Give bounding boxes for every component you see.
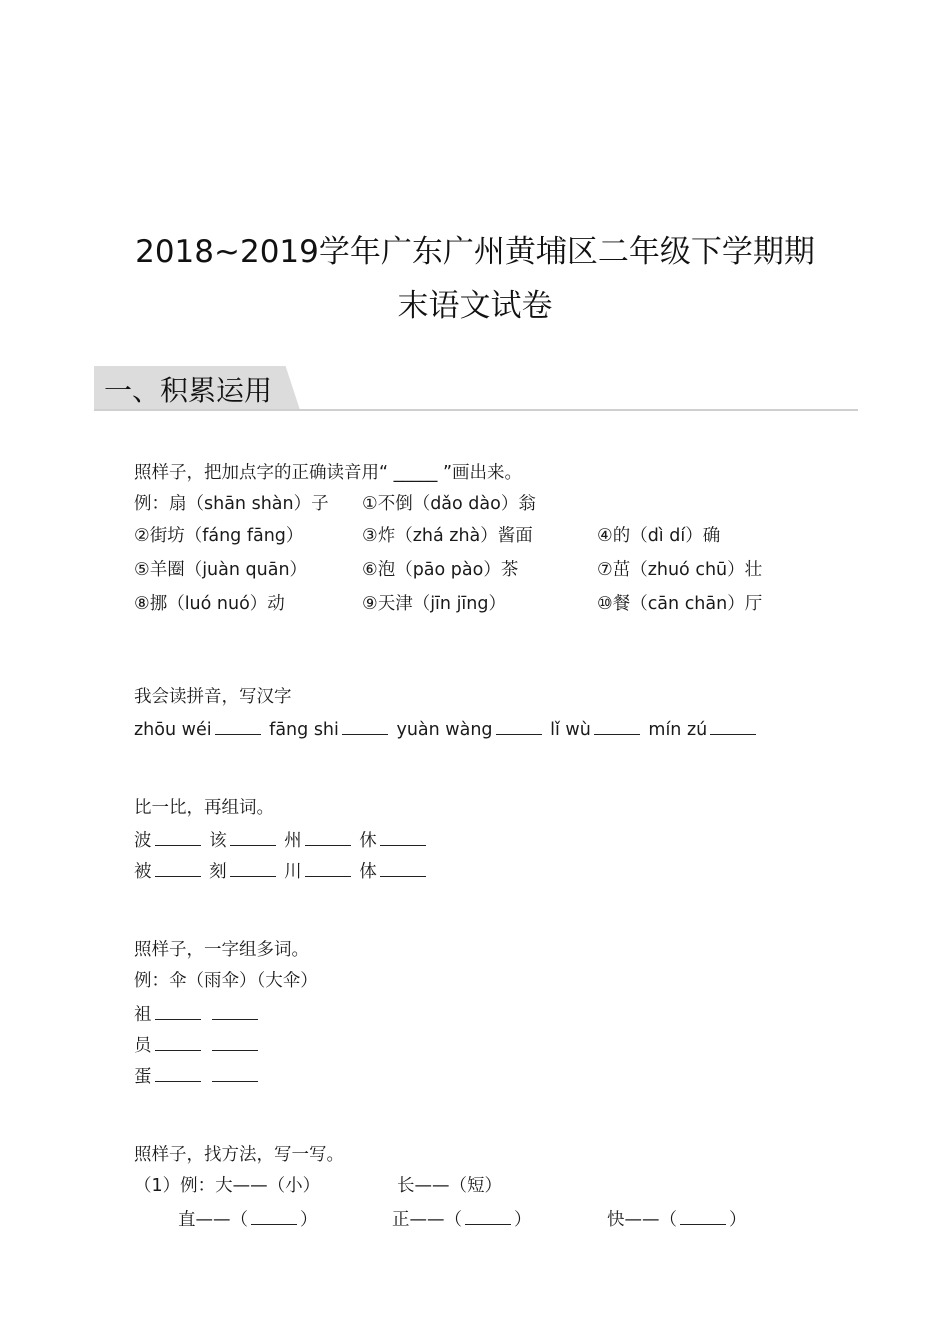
q4-row: [134, 1033, 261, 1057]
answer-blank[interactable]: [155, 1002, 201, 1020]
answer-blank[interactable]: [380, 828, 426, 846]
answer-blank[interactable]: [230, 828, 276, 846]
answer-blank[interactable]: [342, 717, 388, 735]
char-item: 休: [359, 831, 377, 851]
char-item: 川: [284, 862, 302, 882]
char-item: 州: [284, 831, 302, 851]
char-item: 员: [134, 1036, 152, 1056]
answer-blank[interactable]: [212, 1033, 258, 1051]
char-item: 该: [209, 831, 227, 851]
q5-item-prefix: 正——（: [392, 1210, 462, 1230]
section-divider: [94, 409, 858, 411]
q1-item: ⑩餐（cān chān）厅: [597, 594, 763, 614]
answer-blank[interactable]: [251, 1207, 297, 1225]
q1-item: ①不倒（dǎo dào）翁: [362, 494, 536, 514]
q1-item: ⑨天津（jīn jīng）: [362, 594, 506, 614]
answer-blank[interactable]: [305, 828, 351, 846]
answer-blank[interactable]: [230, 859, 276, 877]
q4-row: [134, 1064, 261, 1088]
q3-instruction: 比一比，再组词。: [134, 798, 274, 818]
q2-pinyin-row: [134, 717, 759, 741]
q3-row-1: [134, 828, 429, 852]
char-item: 祖: [134, 1005, 152, 1025]
answer-blank[interactable]: [594, 717, 640, 735]
answer-blank[interactable]: [710, 717, 756, 735]
answer-blank[interactable]: [155, 828, 201, 846]
q4-instruction: 照样子，一字组多词。: [134, 940, 309, 960]
q2-instruction: 我会读拼音，写汉字: [134, 687, 292, 707]
char-item: 体: [359, 862, 377, 882]
answer-blank[interactable]: [215, 717, 261, 735]
answer-blank[interactable]: [496, 717, 542, 735]
pinyin-item: yuàn wàng: [396, 720, 493, 740]
char-item: 刻: [209, 862, 227, 882]
char-item: 波: [134, 831, 152, 851]
answer-blank[interactable]: [155, 859, 201, 877]
q1-item: ⑤羊圈（juàn quān）: [134, 560, 308, 580]
q5-example: （1）例：大——（小）: [134, 1176, 321, 1196]
q5-item-suffix: ）: [514, 1210, 532, 1230]
answer-blank[interactable]: [155, 1033, 201, 1051]
q1-item: ⑦茁（zhuó chū）壮: [597, 560, 763, 580]
answer-blank[interactable]: [212, 1002, 258, 1020]
document-title-line1: 2018~2019学年广东广州黄埔区二年级下学期期: [135, 234, 815, 270]
char-item: 蛋: [134, 1067, 152, 1087]
answer-blank[interactable]: [380, 859, 426, 877]
q3-row-2: [134, 859, 429, 883]
q1-example: 例：扇（shān shàn）子: [134, 494, 329, 514]
q1-item: ③炸（zhá zhà）酱面: [362, 526, 533, 546]
q5-item: [392, 1207, 532, 1231]
q1-item: ④的（dì dí）确: [597, 526, 721, 546]
q1-item: ⑥泡（pāo pào）茶: [362, 560, 519, 580]
answer-blank[interactable]: [465, 1207, 511, 1225]
q5-item-suffix: ）: [300, 1210, 318, 1230]
q4-row: [134, 1002, 261, 1026]
document-title-line2: 末语文试卷: [397, 288, 553, 324]
char-item: 被: [134, 862, 152, 882]
answer-blank[interactable]: [155, 1064, 201, 1082]
q1-item: ⑧挪（luó nuó）动: [134, 594, 285, 614]
answer-blank[interactable]: [212, 1064, 258, 1082]
q5-item: [178, 1207, 318, 1231]
pinyin-item: fāng shi: [269, 720, 339, 740]
q5-item-suffix: ）: [729, 1210, 747, 1230]
section-heading: 一、积累运用: [104, 374, 273, 407]
pinyin-item: lǐ wù: [550, 720, 591, 740]
q5-item-prefix: 直——（: [178, 1210, 248, 1230]
answer-blank[interactable]: [305, 859, 351, 877]
answer-blank[interactable]: [680, 1207, 726, 1225]
q1-instruction: 照样子，把加点字的正确读音用“ _____ ”画出来。: [134, 463, 523, 483]
pinyin-item: zhōu wéi: [134, 720, 212, 740]
q1-item: ②街坊（fáng fāng）: [134, 526, 304, 546]
q5-item: [607, 1207, 747, 1231]
q5-instruction: 照样子，找方法，写一写。: [134, 1145, 344, 1165]
pinyin-item: mín zú: [648, 720, 708, 740]
q4-example: 例：伞（雨伞）（大伞）: [134, 971, 318, 991]
q5-item-prefix: 快——（: [607, 1210, 677, 1230]
q5-example-2: 长——（短）: [397, 1176, 502, 1196]
